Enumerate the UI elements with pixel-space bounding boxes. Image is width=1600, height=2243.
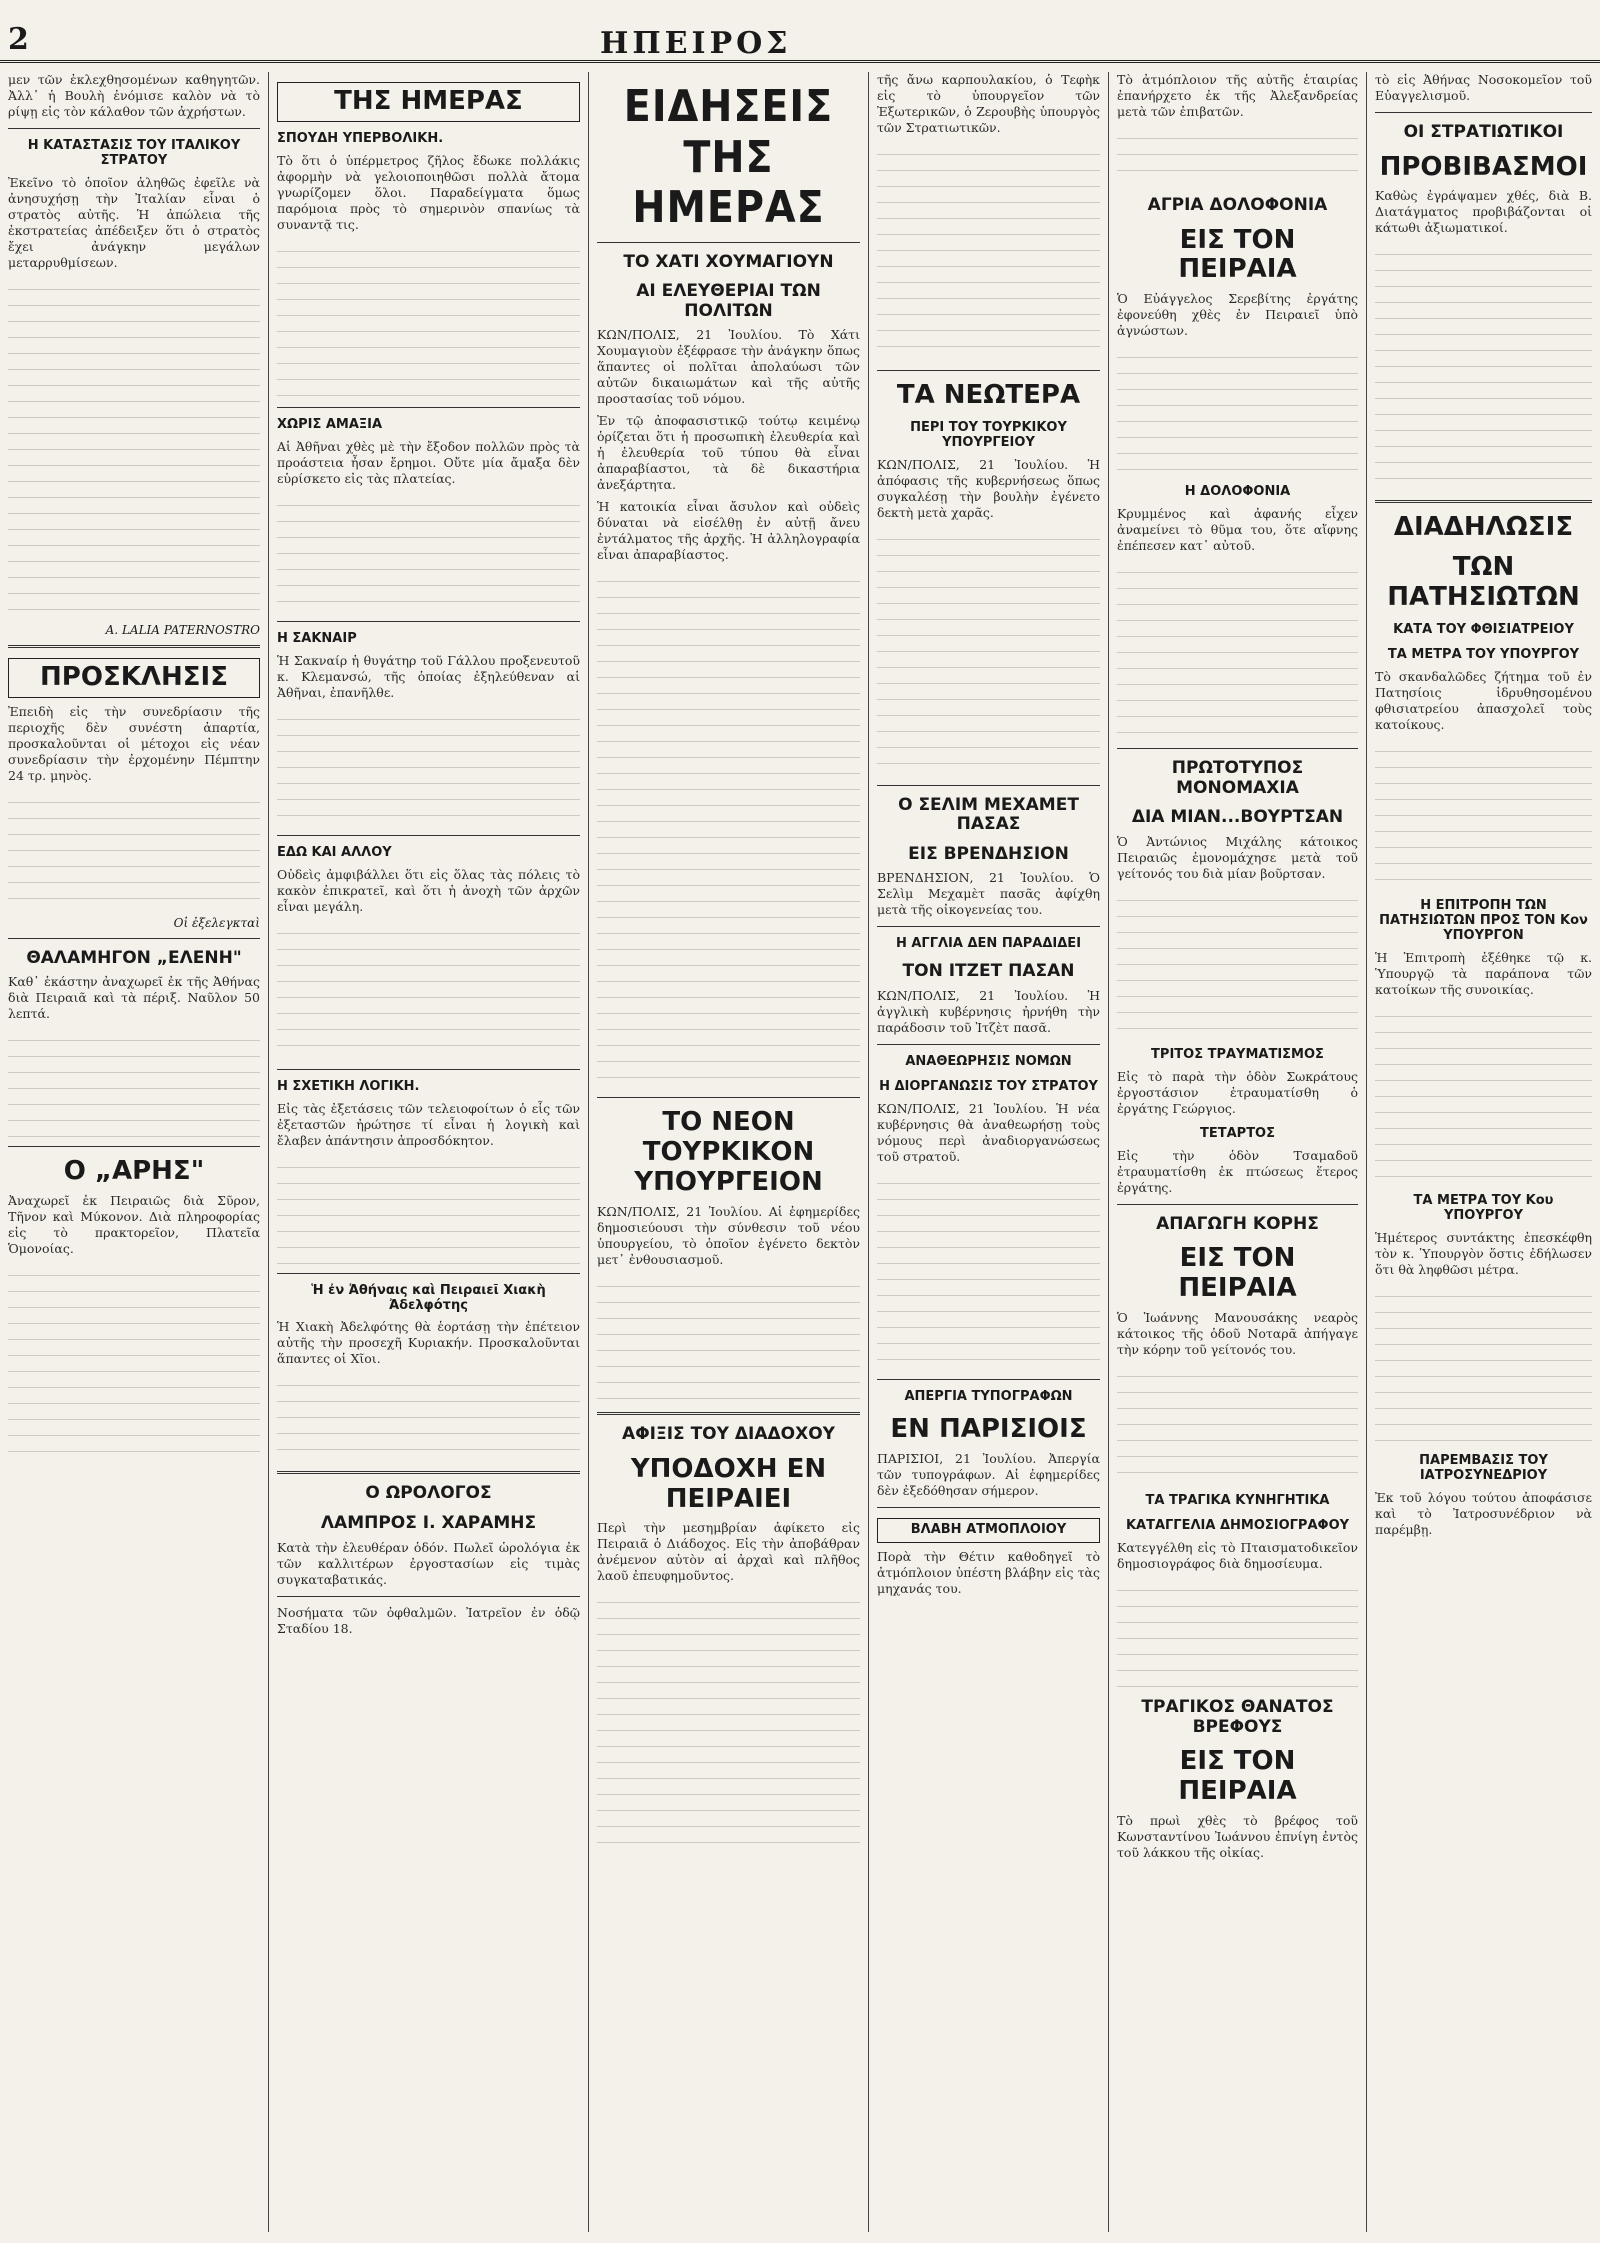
headline-excessive-haste: ΣΠΟΥΔΗ ΥΠΕΡΒΟΛΙΚΗ.	[277, 130, 444, 146]
headline-promotions: ΠΡΟΒΙΒΑΣΜΟΙ	[1379, 151, 1588, 182]
headline-journalist-complaint: ΚΑΤΑΓΓΕΛΙΑ ΔΗΜΟΣΙΟΓΡΑΦΟΥ	[1125, 1518, 1350, 1534]
headline-steamship-damage: ΒΛΑΒΗ ΑΤΜΟΠΛΟΙΟΥ	[877, 1518, 1100, 1543]
headline-printers-strike: ΑΠΕΡΓΙΑ ΤΥΠΟΓΡΑΦΩΝ	[904, 1388, 1073, 1404]
divider	[1375, 112, 1592, 113]
headline-medical-council: ΠΑΡΕΜΒΑΣΙΣ ΤΟΥ ΙΑΤΡΟΣΥΝΕΔΡΙΟΥ	[1419, 1452, 1548, 1483]
headline-revision-of-laws: ΑΝΑΘΕΩΡΗΣΙΣ ΝΟΜΩΝ	[905, 1053, 1072, 1069]
article-text: Ἡ Ἐπιτροπὴ ἐξέθηκε τῷ κ. Ὑπουργῷ τὰ παράπονα τῶν κατοίκων τῆς συνοικίας.	[1375, 949, 1592, 997]
article-text: τῆς ἄνω καρπουλακίου, ὁ Τεφὴκ εἰς τὸ ὑπουργεῖον τῶν Ἐξωτερικῶν, ὁ Ζερουβὴς ὑπουργὸς τῶν Στρατιωτικῶν.	[877, 72, 1100, 135]
divider	[877, 926, 1100, 927]
headline-ship-aris: Ο „ΑΡΗΣ"	[63, 1156, 205, 1187]
page-number: 2	[8, 22, 29, 57]
text-block	[1375, 739, 1592, 889]
article-text: ΒΡΕΝΔΗΣΙΟΝ, 21 Ἰουλίου. Ὁ Σελὶμ Μεχαμὲτ πασᾶς ἀφίχθη μετὰ τῆς οἰκογενείας του.	[877, 870, 1100, 918]
divider	[1117, 1204, 1358, 1205]
divider	[877, 1379, 1100, 1380]
divider	[877, 785, 1100, 786]
divider	[597, 242, 860, 243]
text-block	[1375, 242, 1592, 492]
article-text: Ὁ Ἀντώνιος Μιχάλης κάτοικος Πειραιῶς ἐμονομάχησε μετὰ τοῦ γείτονός του διὰ μίαν βοῦρτσαν.	[1117, 833, 1358, 881]
divider	[877, 1044, 1100, 1045]
article-text: Ἡμέτερος συντάκτης ἐπεσκέφθη τὸν κ. Ὑπουργὸν ὅστις ἐδήλωσεν ὅτι θὰ ληφθῶσι μέτρα.	[1375, 1229, 1592, 1277]
article-text: Τὸ σκανδαλῶδες ζήτημα τοῦ ἐν Πατησίοις ἱδρυθησομένου φθισιατρείου ἀπασχολεῖ τοὺς κατοίκους.	[1375, 668, 1592, 732]
article-text: ΚΩΝ/ΠΟΛΙΣ, 21 Ἰουλίου. Ἡ ἀπόφασις τῆς κυβερνήσεως ὅπως συγκαλέσῃ τὴν βουλὴν ἐγένετο δεκτὴ μετὰ χαρᾶς.	[877, 456, 1100, 520]
divider	[8, 645, 260, 648]
text-block	[277, 921, 580, 1061]
signature: A. LALIA PATERNOSTRO	[105, 622, 260, 637]
headline-savage-murder: ΑΓΡΙΑ ΔΟΛΟΦΟΝΙΑ	[1147, 195, 1328, 215]
text-block	[1117, 345, 1358, 475]
text-block	[877, 1171, 1100, 1371]
article-text: Πορὰ τὴν Θέτιν καθοδηγεῖ τὸ ἀτμόπλοιον ὑπέστη βλάβην εἰς τὰς μηχανάς του.	[877, 1548, 1100, 1596]
headline-in-paris: ΕΝ ΠΑΡΙΣΙΟΙΣ	[890, 1413, 1087, 1444]
headline-hatti-humayun: ΤΟ ΧΑΤΙ ΧΟΥΜΑΓΙΟΥΝ	[623, 251, 834, 272]
divider	[277, 1471, 580, 1474]
text-block	[877, 142, 1100, 362]
article-text: τὸ εἰς Ἀθήνας Νοσοκομεῖον τοῦ Εὐαγγελισμοῦ.	[1375, 72, 1592, 103]
text-block	[277, 707, 580, 827]
headline-infant-death: ΤΡΑΓΙΚΟΣ ΘΑΝΑΤΟΣ ΒΡΕΦΟΥΣ	[1141, 1696, 1334, 1737]
rubric-of-the-day: ΤΗΣ ΗΜΕΡΑΣ	[277, 82, 580, 122]
article-text: Καθὼς ἐγράψαμεν χθές, διὰ Β. Διατάγματος προβιβάζονται οἱ κάτωθι ἀξιωματικοί.	[1375, 188, 1592, 236]
text-block	[277, 1155, 580, 1265]
article-text: ΚΩΝ/ΠΟΛΙΣ, 21 Ἰουλίου. Αἱ ἐφημερίδες δημοσιεύουσι τὴν σύνθεσιν τοῦ νέου ὑπουργείου, τὸ ὁποῖον ἐγένετο δεκτὸν μετ᾽ ἐνθουσιασμοῦ.	[597, 1204, 860, 1268]
article-text: Ἐκ τοῦ λόγου τούτου ἀποφάσισε καὶ τὸ Ἰατροσυνέδριον νὰ παρέμβῃ.	[1375, 1489, 1592, 1537]
headline-fourth: ΤΕΤΑΡΤΟΣ	[1199, 1125, 1275, 1141]
headline-minister-measures-2: ΤΑ ΜΕΤΡΑ ΤΟΥ Κου ΥΠΟΥΡΓΟΥ	[1413, 1192, 1554, 1223]
text-block	[1375, 1284, 1592, 1444]
text-block	[1117, 1364, 1358, 1484]
headline-reception-piraeus: ΥΠΟΔΟΧΗ ΕΝ ΠΕΙΡΑΙΕΙ	[630, 1453, 827, 1514]
headline-for-a-brush: ΔΙΑ ΜΙΑΝ...ΒΟΥΡΤΣΑΝ	[1131, 807, 1344, 828]
headline-without-carriage: ΧΩΡΙΣ ΑΜΑΞΙΑ	[277, 416, 383, 432]
article-text: Ἡ Σακναίρ ἡ θυγάτηρ τοῦ Γάλλου προξενευτοῦ κ. Κλεμανσώ, τῆς ὁποίας ἐξηλεύθεναν αἱ Ἀθῆναι, ἐπανῆλθε.	[277, 652, 580, 700]
headline-patisia-residents: ΤΩΝ ΠΑΤΗΣΙΩΤΩΝ	[1387, 552, 1580, 613]
article-text: Εἰς τὸ παρὰ τὴν ὁδὸν Σωκράτους ἐργοστάσιον ἐτραυματίσθη ὁ ἐργάτης Γεώργιος.	[1117, 1068, 1358, 1116]
article-text: Αἱ Ἀθῆναι χθὲς μὲ τὴν ἔξοδον πολλῶν πρὸς τὰ προάστεια ἦσαν ἔρημοι. Οὔτε μία ἄμαξα δὲν εὑρίσκετο εἰς τὰς πλατείας.	[277, 438, 580, 486]
text-block	[597, 1590, 860, 1850]
column-6	[1366, 72, 1600, 2232]
headline-in-piraeus-2: ΕΙΣ ΤΟΝ ΠΕΙΡΑΙΑ	[1178, 1243, 1297, 1304]
article-text: Ἐν τῷ ἀποφασιστικῷ τούτῳ κειμένῳ ὁρίζεται ὅτι ἡ προσωπικὴ ἐλευθερία καὶ ἡ ἐλευθερία τοῦ τύπου θὰ εἶναι ἀπαραβίαστοι, τὰ δὲ δικαστήρια ἀνεξάρτητα.	[597, 413, 860, 493]
article-text: Ὁ Ἰωάννης Μανουσάκης νεαρὸς κάτοικος τῆς ὁδοῦ Νοταρᾶ ἀπήγαγε τὴν κόρην τοῦ γείτονός του.	[1117, 1310, 1358, 1358]
headline-demonstration: ΔΙΑΔΗΛΩΣΙΣ	[1393, 512, 1574, 543]
headline-committee-to-minister: Η ΕΠΙΤΡΟΠΗ ΤΩΝ ΠΑΤΗΣΙΩΤΩΝ ΠΡΟΣ ΤΟΝ Κον ΥΠΟΥΡΓΟΝ	[1379, 897, 1588, 943]
headline-arrival-crown-prince: ΑΦΙΞΙΣ ΤΟΥ ΔΙΑΔΟΧΟΥ	[622, 1424, 835, 1445]
article-text: Ἐπειδὴ εἰς τὴν συνεδρίασιν τῆς περιοχῆς δὲν συνέστη ἀπαρτία, προσκαλοῦνται οἱ μέτοχοι εἰς νέαν συνεδρίασιν τὴν ἐρχομένην Πέμπτην 24 τρ. μηνὸς.	[8, 703, 260, 783]
headline-military: ΟΙ ΣΤΡΑΤΙΩΤΙΚΟΙ	[1403, 122, 1564, 142]
text-block	[277, 239, 580, 399]
text-block	[8, 1263, 260, 1463]
text-block	[597, 569, 860, 1089]
article-text: Κατεγγέλθη εἰς τὸ Πταισματοδικεῖον δημοσιογράφος διὰ δημοσίευμα.	[1117, 1539, 1358, 1571]
headline-army-organization: Η ΔΙΟΡΓΑΝΩΣΙΣ ΤΟΥ ΣΤΡΑΤΟΥ	[879, 1078, 1098, 1094]
advert-text: Νοσήματα τῶν ὀφθαλμῶν. Ἰατρεῖον ἐν ὁδῷ Σταδίου 18.	[277, 1604, 580, 1636]
headline-yacht-eleni: ΘΑΛΑΜΗΓΟΝ „ΕΛΕΝΗ"	[26, 947, 242, 968]
divider	[1117, 748, 1358, 749]
headline-chios-brotherhood: Ἡ ἐν Ἀθήναις καὶ Πειραιεῖ Χιακὴ Ἀδελφότης	[311, 1282, 546, 1313]
divider	[277, 1069, 580, 1070]
headline-hunting-tragedies: ΤΑ ΤΡΑΓΙΚΑ ΚΥΝΗΓΗΤΙΚΑ	[1145, 1493, 1330, 1509]
divider	[597, 1412, 860, 1415]
article-text: Τὸ ἀτμόπλοιον τῆς αὐτῆς ἑταιρίας ἐπανήρχετο ἐκ τῆς Ἀλεξανδρείας μετὰ τῶν ἐπιβατῶν.	[1117, 72, 1358, 119]
article-text: Ἐκεῖνο τὸ ὁποῖον ἀληθῶς ἐφεῖλε νὰ ἀνησυχήσῃ τὴν Ἰταλίαν εἶναι ὁ στρατὸς αὐτῆς. Ἡ ἀπώλεια τῆς ἐκστρατείας ἀπέδειξεν ὅτι ὁ στρατὸς ἔχει ἀνάγκην μεγάλων μεταρρυθμίσεων.	[8, 174, 260, 270]
column-2	[268, 72, 588, 2232]
divider	[277, 1273, 580, 1274]
divider	[8, 938, 260, 939]
headline-here-and-elsewhere: ΕΔΩ ΚΑΙ ΑΛΛΟΥ	[277, 844, 392, 860]
column-5	[1108, 72, 1366, 2232]
article-text: μεν τῶν ἐκλεχθησομένων καθηγητῶν. Ἀλλ᾽ ἡ Βουλὴ ἐνόμισε καλὸν νὰ τὸ ρίψῃ εἰς τὸν κάλαθον τῶν ἀχρήστων.	[8, 72, 260, 119]
article-text: ΚΩΝ/ΠΟΛΙΣ, 21 Ἰουλίου. Ἡ νέα κυβέρνησις θὰ ἀναθεωρήσῃ τοὺς νόμους περὶ ἀναδιοργανώσεως τοῦ στρατοῦ.	[877, 1100, 1100, 1164]
column-1	[0, 72, 268, 2232]
column-4	[868, 72, 1108, 2232]
headline-relative-logic: Η ΣΧΕΤΙΚΗ ΛΟΓΙΚΗ.	[277, 1078, 420, 1094]
article-text: Οὐδεὶς ἀμφιβάλλει ὅτι εἰς ὅλας τὰς πόλεις τὸ κακὸν ἐπικρατεῖ, καὶ ὅτι ἡ ἀνοχὴ τῶν ἀρχῶν εἶναι μεγάλη.	[277, 866, 580, 914]
article-text: Ἡ κατοικία εἶναι ἄσυλον καὶ οὐδεὶς δύναται νὰ εἰσέλθῃ ἐν αὐτῇ ἄνευ ἐντάλματος τῆς ἀρχῆς. Ἡ ἀλληλογραφία εἶναι ἀπαραβίαστος.	[597, 499, 860, 563]
column-3	[588, 72, 868, 2232]
divider	[597, 1097, 860, 1098]
headline-news-of-the-day: ΕΙΔΗΣΕΙΣ ΤΗΣ ΗΜΕΡΑΣ	[623, 81, 834, 234]
masthead	[0, 0, 1600, 63]
headline-third-injury: ΤΡΙΤΟΣ ΤΡΑΥΜΑΤΙΣΜΟΣ	[1151, 1046, 1324, 1062]
divider	[277, 1596, 580, 1597]
headline-england-refuses: Η ΑΓΓΛΙΑ ΔΕΝ ΠΑΡΑΔΙΔΕΙ	[895, 936, 1082, 952]
headline-minister-measures: ΤΑ ΜΕΤΡΑ ΤΟΥ ΥΠΟΥΡΓΟΥ	[1387, 647, 1580, 663]
advert-text: Ἀναχωρεῖ ἐκ Πειραιῶς διὰ Σῦρον, Τῆνον καὶ Μύκονον. Διὰ πληροφορίας εἰς τὸ πρακτορεῖον, Πλατεῖα Ὁμονοίας.	[8, 1193, 260, 1257]
headline-selim-pasha: Ο ΣΕΛΙΜ ΜΕΧΑΜΕΤ ΠΑΣΑΣ	[898, 794, 1079, 835]
text-block	[1117, 560, 1358, 740]
article-text: ΚΩΝ/ΠΟΛΙΣ, 21 Ἰουλίου. Τὸ Χάτι Χουμαγιοὺν ἐξέφρασε τὴν ἀνάγκην ὅπως ἅπαντες οἱ πολῖται ἀπολαύωσι τῶν αὐτῶν δικαιωμάτων καὶ τῆς αὐτῆς προστασίας τοῦ νόμου.	[597, 327, 860, 407]
text-block	[597, 1274, 860, 1404]
signature: Οἱ ἐξελεγκταὶ	[173, 915, 260, 930]
advert-text: Καθ᾽ ἑκάστην ἀναχωρεῖ ἐκ τῆς Ἀθήνας διὰ Πειραιᾶ καὶ τὰ πέριξ. Ναῦλον 50 λεπτά.	[8, 974, 260, 1022]
headline-original-duel: ΠΡΩΤΟΤΥΠΟΣ ΜΟΝΟΜΑΧΙΑ	[1171, 758, 1304, 798]
text-block	[877, 527, 1100, 777]
newspaper-title: ΗΠΕΙΡΟΣ	[600, 26, 792, 61]
text-block	[1117, 1578, 1358, 1688]
text-block	[1117, 888, 1358, 1038]
divider	[8, 128, 260, 129]
divider	[877, 1507, 1100, 1508]
article-text: Περὶ τὴν μεσημβρίαν ἀφίκετο εἰς Πειραιᾶ ὁ Διάδοχος. Εἰς τὴν ἀποβάθραν ἀνέμενον αὐτὸν αἱ ἀρχαὶ καὶ πλῆθος λαοῦ ἐπευφημοῦντος.	[597, 1520, 860, 1584]
divider	[8, 1146, 260, 1147]
headline-citizens-liberties: ΑΙ ΕΛΕΥΘΕΡΙΑΙ ΤΩΝ ΠΟΛΙΤΩΝ	[636, 281, 821, 321]
article-text: Τὸ ὅτι ὁ ὑπέρμετρος ζῆλος ἔδωκε πολλάκις ἀφορμὴν νὰ γελοιοποιηθῶσι πολλὰ ἄτομα γνωρίζομεν ὅλοι. Παραδείγματα ὅμως παρόμοια πρὸς τὸ σημερινὸν σπανίως τὰ συναντᾷ τις.	[277, 152, 580, 232]
advert-text: Κατὰ τὴν ἐλευθέραν ὁδόν. Πωλεῖ ὡρολόγια ἐκ τῶν καλλιτέρων ἐργοστασίων εἰς τιμὰς συγκαταβατικάς.	[277, 1539, 580, 1587]
headline-latest: ΤΑ ΝΕΩΤΕΡΑ	[896, 380, 1081, 410]
headline-saknair: Η ΣΑΚΝΑΙΡ	[277, 630, 357, 646]
text-block	[1375, 1004, 1592, 1184]
divider	[1375, 500, 1592, 503]
headline-izzet-pasha: ΤΟΝ ΙΤΖΕΤ ΠΑΣΑΝ	[902, 961, 1075, 982]
headline-in-piraeus-3: ΕΙΣ ΤΟΝ ΠΕΙΡΑΙΑ	[1178, 1746, 1297, 1806]
headline-turkish-ministry: ΠΕΡΙ ΤΟΥ ΤΟΥΡΚΙΚΟΥ ΥΠΟΥΡΓΕΙΟΥ	[910, 419, 1067, 450]
advertiser-name: ΛΑΜΠΡΟΣ Ι. ΧΑΡΑΜΗΣ	[320, 1513, 537, 1533]
headline-abduction: ΑΠΑΓΩΓΗ ΚΟΡΗΣ	[1156, 1213, 1319, 1234]
text-block	[8, 790, 260, 910]
headline-the-murder: Η ΔΟΛΟΦΟΝΙΑ	[1184, 484, 1291, 500]
text-block	[8, 277, 260, 617]
article-text: Κρυμμένος καὶ ἀφανής εἶχεν ἀναμείνει τὸ θῦμα του, ὅτε αἴφνης ἐπέπεσεν κατ᾽ αὐτοῦ.	[1117, 506, 1358, 554]
article-text: Τὸ πρωὶ χθὲς τὸ βρέφος τοῦ Κωνσταντίνου Ἰωάννου ἐπνίγη ἐντὸς τοῦ λάκκου τῆς οἰκίας.	[1117, 1812, 1358, 1860]
headline-in-piraeus: ΕΙΣ ΤΟΝ ΠΕΙΡΑΙΑ	[1178, 224, 1297, 285]
text-block	[277, 493, 580, 613]
text-block	[277, 1373, 580, 1463]
article-text: ΚΩΝ/ΠΟΛΙΣ, 21 Ἰουλίου. Ἡ ἀγγλικὴ κυβέρνησις ἠρνήθη τὴν παράδοσιν τοῦ Ἰτζὲτ πασᾶ.	[877, 987, 1100, 1035]
article-text: Ἡ Χιακὴ Ἀδελφότης θὰ ἑορτάσῃ τὴν ἐπέτειον αὐτῆς τὴν προσεχῆ Κυριακήν. Προσκαλοῦνται ἅπαντες οἱ Χῖοι.	[277, 1319, 580, 1367]
headline-italy-army: Η ΚΑΤΑΣΤΑΣΙΣ ΤΟΥ ΙΤΑΛΙΚΟΥ ΣΤΡΑΤΟΥ	[27, 138, 241, 168]
text-block	[1117, 126, 1358, 186]
divider	[277, 621, 580, 622]
headline-against-sanatorium: ΚΑΤΑ ΤΟΥ ΦΘΙΣΙΑΤΡΕΙΟΥ	[1393, 622, 1574, 638]
headline-brindisi: ΕΙΣ ΒΡΕΝΔΗΣΙΟΝ	[908, 843, 1069, 864]
divider	[877, 370, 1100, 371]
text-block	[8, 1028, 260, 1138]
article-text: Εἰς τὴν ὁδὸν Τσαμαδοῦ ἐτραυματίσθη ἐκ πτώσεως ἕτερος ἐργάτης.	[1117, 1147, 1358, 1195]
article-text: Εἰς τὰς ἐξετάσεις τῶν τελειοφοίτων ὁ εἷς τῶν ἐξεταστῶν ἠρώτησε τί εἶναι ἡ λογικὴ καὶ ἔλαβεν ἀπάντησιν ἀπροσδόκητον.	[277, 1100, 580, 1148]
divider	[277, 835, 580, 836]
article-text: ΠΑΡΙΣΙΟΙ, 21 Ἰουλίου. Ἀπεργία τῶν τυπογράφων. Αἱ ἐφημερίδες δὲν ἐξεδόθησαν σήμερον.	[877, 1450, 1100, 1498]
headline-new-turkish-ministry: ΤΟ ΝΕΟΝ ΤΟΥΡΚΙΚΟΝ ΥΠΟΥΡΓΕΙΟΝ	[634, 1107, 823, 1198]
article-text: Ὁ Εὐάγγελος Σερεβίτης ἐργάτης ἐφονεύθη χθὲς ἐν Πειραιεῖ ὑπὸ ἀγνώστων.	[1117, 291, 1358, 339]
divider	[277, 407, 580, 408]
headline-watchmaker: Ο ΩΡΟΛΟΓΟΣ	[365, 1483, 492, 1504]
headline-invitations: ΠΡΟΣΚΛΗΣΙΣ	[8, 658, 260, 698]
